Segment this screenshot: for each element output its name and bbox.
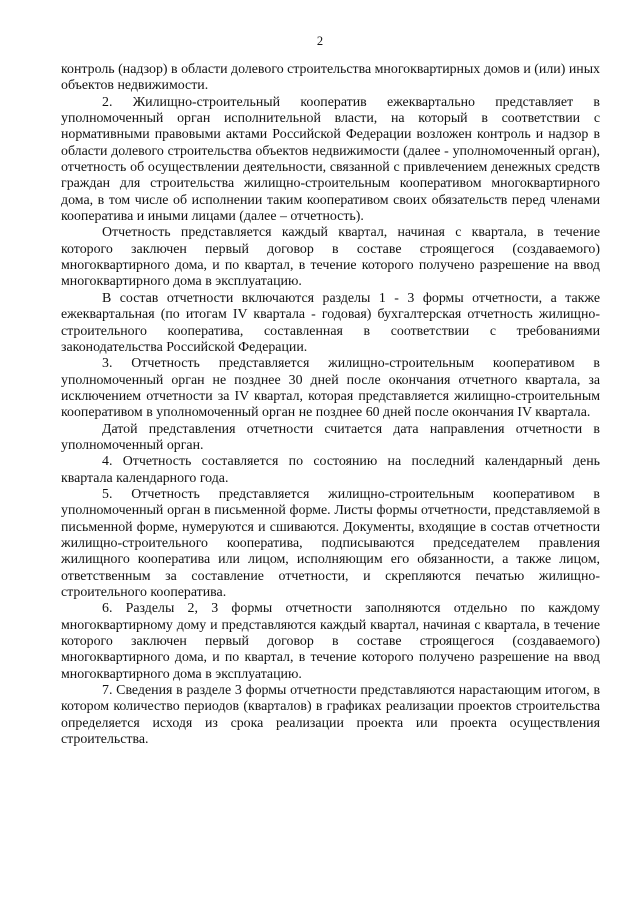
document-body xyxy=(61,62,600,748)
paragraph-item-6: 6. Разделы 2, 3 формы отчетности заполняются отдельно по каждому многоквартирному дому и представляются каждый квартал, начиная с квартала, в течение которого заключен первый договор в составе строящегося (создаваемого) многоквартирного дома, и по квартал, в течение которого получено разрешение на ввод многоквартирного дома в эксплуатацию. xyxy=(61,601,600,682)
paragraph-submission-date: Датой представления отчетности считается дата направления отчетности в уполномоченный орган. xyxy=(61,421,600,453)
paragraph-item-7: 7. Сведения в разделе 3 формы отчетности представляются нарастающим итогом, в котором количество периодов (кварталов) в графиках реализации проектов строительства определяется исходя из срока реализации проекта или проекта осуществления строительства. xyxy=(61,683,600,748)
paragraph-continuation: контроль (надзор) в области долевого строительства многоквартирных домов и (или) иных объектов недвижимости. xyxy=(61,62,600,94)
paragraph-reporting-composition: В состав отчетности включаются разделы 1 - 3 формы отчетности, а также ежеквартальная (по итогам IV квартала - годовая) бухгалтерская отчетность жилищно-строительного кооператива, составленная в соответствии с требованиями законодательства Российской Федерации. xyxy=(61,290,600,355)
paragraph-reporting-period: Отчетность представляется каждый квартал, начиная с квартала, в течение которого заключен первый договор в составе строящегося (создаваемого) многоквартирного дома, и по квартал, в течение которого получено разрешение на ввод многоквартирного дома в эксплуатацию. xyxy=(61,225,600,290)
page-number: 2 xyxy=(316,34,324,48)
paragraph-item-2: 2. Жилищно-строительный кооператив ежеквартально представляет в уполномоченный орган исполнительной власти, на который в соответствии с нормативными правовыми актами Российской Федерации возложен контроль и надзор в области долевого строительства объектов недвижимости (далее - уполномоченный орган), отчетность об осуществлении деятельности, связанной с привлечением денежных средств граждан для строительства жилищно-строительным кооперативом многоквартирного дома, в том числе об исполнении таким кооперативом своих обязательств перед членами кооператива и иными лицами (далее – отчетность). xyxy=(61,94,600,225)
paragraph-item-4: 4. Отчетность составляется по состоянию на последний календарный день квартала календарного года. xyxy=(61,454,600,486)
paragraph-item-3: 3. Отчетность представляется жилищно-строительным кооперативом в уполномоченный орган не позднее 30 дней после окончания отчетного квартала, за исключением отчетности за IV квартал, которая представляется жилищно-строительным кооперативом в уполномоченный орган не позднее 60 дней после окончания IV квартала. xyxy=(61,356,600,421)
paragraph-item-5: 5. Отчетность представляется жилищно-строительным кооперативом в уполномоченный орган в письменной форме. Листы формы отчетности, представляемой в письменной форме, нумеруются и сшиваются. Документы, входящие в состав отчетности жилищно-строительного кооператива, подписываются председателем правления жилищного кооператива или лицом, исполняющим его обязанности, а также лицом, ответственным за составление отчетности, и скрепляются печатью жилищно-строительного кооператива. xyxy=(61,486,600,600)
